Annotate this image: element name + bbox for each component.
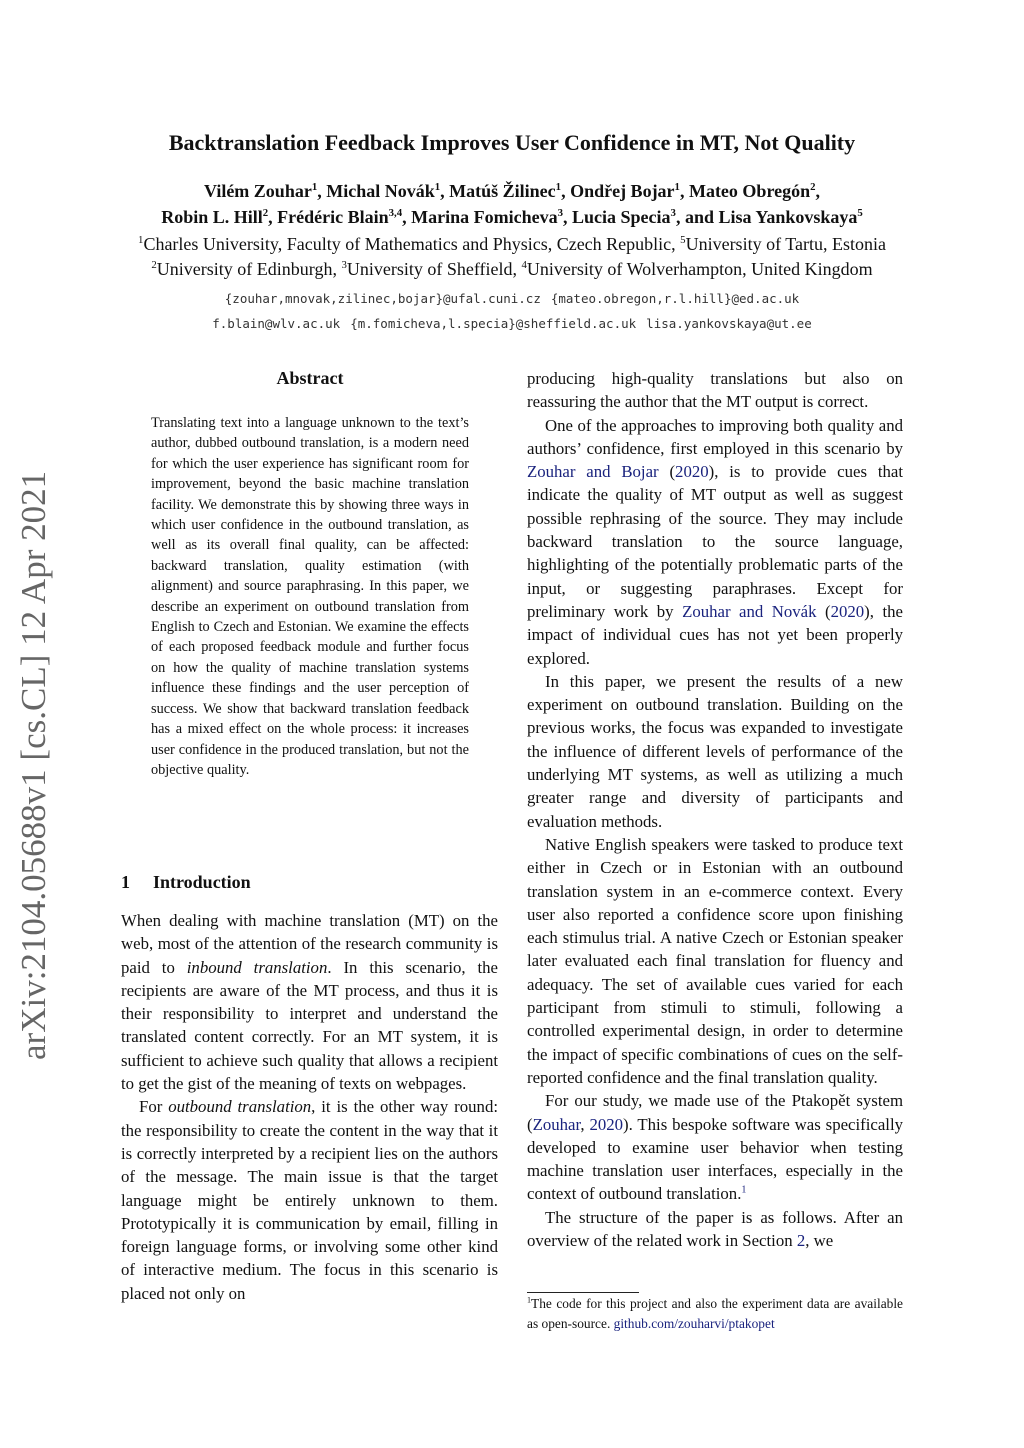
- section-title: Introduction: [153, 872, 251, 892]
- author-emails: [0, 286, 1024, 336]
- email-line-1: [0, 286, 1024, 311]
- abstract-heading: Abstract: [276, 368, 344, 388]
- affiliations: [0, 232, 1024, 282]
- citation-year-link[interactable]: 2020: [830, 601, 865, 621]
- email: {m.fomicheva,l.specia}@sheffield.ac.uk: [350, 316, 637, 331]
- section-heading-introduction: [121, 870, 251, 894]
- author: Marina Fomicheva$^3$,: [411, 207, 573, 227]
- author: Michal Novák$^1$,: [326, 181, 450, 201]
- github-link[interactable]: github.com/zouharvi/ptakopet: [613, 1316, 775, 1331]
- author: Matúš Žilinec$^1$,: [449, 181, 571, 201]
- author: Lucia Specia$^3$, and: [572, 207, 719, 227]
- arxiv-identifier: arXiv:2104.05688v1 [cs.CL] 12 Apr 2021: [14, 470, 53, 1060]
- paragraph: In this paper, we present the results of a new experiment on outbound translation. Building on the previous works, the focus was expanded to investigate the influence of different levels of performance of the underlying MT systems, as well as utilizing a much greater range and diversity of participants and evaluation methods.: [527, 671, 903, 831]
- email: {mateo.obregon,r.l.hill}@ed.ac.uk: [550, 291, 800, 306]
- paragraph: For our study, we made use of the Ptakopět system (Zouhar, 2020). This bespoke software was specifically developed to examine user behavior when testing machine translation user interfaces, especially in the context of outbound translation.$^1$: [527, 1091, 904, 1204]
- paragraph: When dealing with machine translation (MT) on the web, most of the attention of the research community is paid to inbound translation. In this scenario, the recipients are aware of the MT process, and thus it is their responsibility to interpret and understand the translated content correctly. For an MT system, it is sufficient to achieve such quality that allows a recipient to get the gist of the meaning of texts on webpages.: [121, 911, 498, 1094]
- section-reference-link[interactable]: 2: [796, 1230, 806, 1250]
- footnote-marker[interactable]: 1: [741, 1184, 747, 1196]
- abstract-text: Translating text into a language unknown to the text’s author, dubbed outbound translation, is a modern need for which the user experience has significant room for improvement, beyond the basic machine translation facility. We demonstrate this by showing three ways in which user confidence in the outbound translation, as well as its overall final quality, can be affected: backward translation, quality estimation (with alignment) and source paraphrasing. In this paper, we describe an experiment on outbound translation from English to Czech and Estonian. We examine the effects of each proposed feedback module and further focus on how the quality of machine translation systems influence these findings and the user perception of success. We show that backward translation feedback has a mixed effect on the whole process: it increases user confidence in the produced translation, but not the objective quality.: [151, 415, 469, 778]
- author: Ondřej Bojar$^1$,: [570, 181, 689, 201]
- paragraph: Native English speakers were tasked to produce text either in Czech or in Estonian with an outbound translation system in an e-commerce context. Every user also reported a confidence score upon finishing each stimulus trial. A native Czech or Estonian speaker later evaluated each final translation for fluency and adequacy. The set of available cues varied for each participant from stimuli to stimuli, following a controlled experimental design, in order to determine the impact of specific combinations of cues on the self-reported confidence and the final translation quality.: [527, 834, 903, 1087]
- citation-link[interactable]: Zouhar and Bojar: [527, 462, 659, 482]
- citation-year-link[interactable]: 2020: [589, 1114, 624, 1134]
- footnote-divider: [527, 1292, 639, 1293]
- citation-year-link[interactable]: 2020: [675, 462, 709, 482]
- footnote: $^1$The code for this project and also the experiment data are available as open-source. github.com/zouharvi/ptakopet: [527, 1295, 903, 1331]
- email: f.blain@wlv.ac.uk: [212, 316, 341, 331]
- email: {zouhar,mnovak,zilinec,bojar}@ufal.cuni.cz: [224, 291, 541, 306]
- author-line-2: [0, 204, 1024, 230]
- footnote-number: 1: [527, 1295, 532, 1305]
- paragraph: For outbound translation, it is the other way round: the responsibility to create the content in the way that it is correctly interpreted by a recipient lies on the authors of the message. The main issue is that the target language might be entirely unknown to them. Prototypically it is communication by email, filling in foreign language forms, or involving some other kind of interactive medium. The focus in this scenario is placed not only on: [121, 1097, 498, 1303]
- author: Vilém Zouhar$^1$,: [203, 181, 327, 201]
- author: Mateo Obregón$^2$,: [688, 181, 821, 201]
- citation-link[interactable]: Zouhar and Novák: [682, 601, 817, 621]
- affiliation-line-2: $^2$University of Edinburgh, $^3$University of Sheffield, $^4$University of Wolverhampton, United Kingdom: [151, 259, 873, 279]
- author-list: [0, 178, 1024, 230]
- affiliation-line-1: $^1$Charles University, Faculty of Mathematics and Physics, Czech Republic, $^5$University of Tartu, Estonia: [138, 234, 886, 254]
- paper-title: Backtranslation Feedback Improves User Confidence in MT, Not Quality: [168, 130, 856, 155]
- paragraph: One of the approaches to improving both quality and authors’ confidence, first employed in this scenario by Zouhar and Bojar (2020), is to provide cues that indicate the quality of MT output as well as suggest possible rephrasing of the source. They may include backward translation to the source language, highlighting of the potentially problematic parts of the input, or suggesting paraphrases. Except for preliminary work by Zouhar and Novák (2020), the impact of individual cues has not yet been properly explored.: [527, 415, 903, 668]
- section-number: 1: [121, 872, 130, 892]
- author: Robin L. Hill$^2$,: [161, 207, 278, 227]
- citation-link[interactable]: Zouhar: [532, 1114, 581, 1134]
- author-line-1: [0, 178, 1024, 204]
- paragraph: producing high-quality translations but also on reassuring the author that the MT output is correct.: [527, 369, 903, 412]
- introduction-body: [121, 909, 498, 1305]
- paragraph: The structure of the paper is as follows. After an overview of the related work in Section 2, we: [527, 1207, 903, 1250]
- right-column-body: [527, 367, 903, 1252]
- email-line-2: [0, 311, 1024, 336]
- email: lisa.yankovskaya@ut.ee: [646, 316, 812, 331]
- author: Frédéric Blain$^{3,4}$,: [277, 207, 412, 227]
- author: Lisa Yankovskaya$^5$: [718, 207, 863, 227]
